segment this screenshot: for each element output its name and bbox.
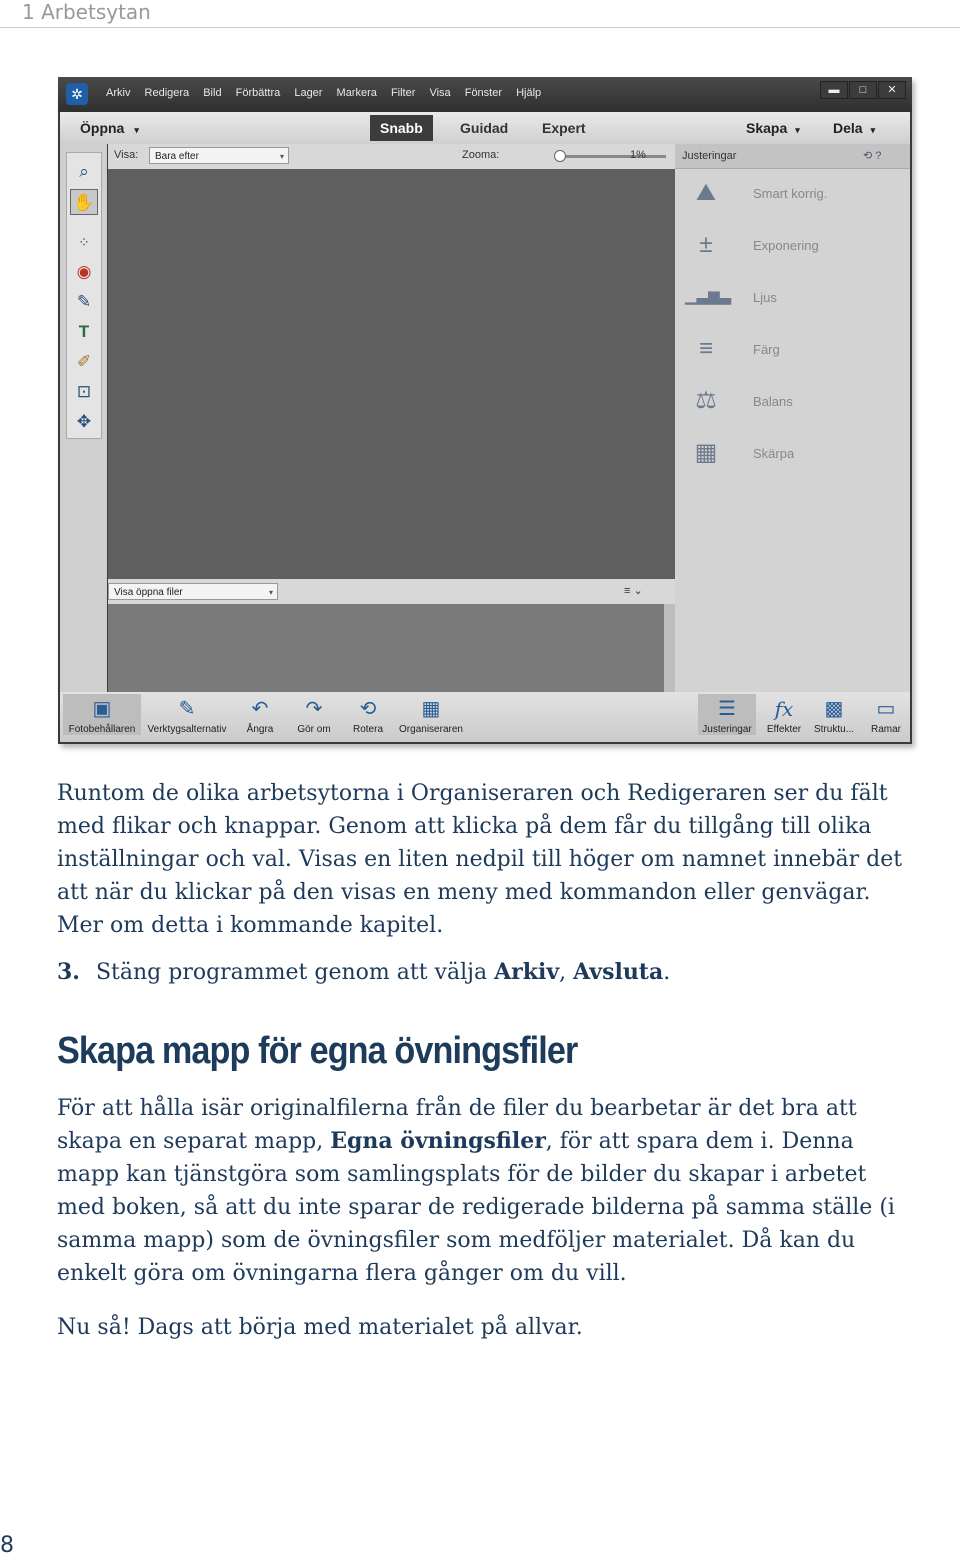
page-number: 8 — [0, 1533, 14, 1558]
effects-icon: fx — [774, 697, 794, 721]
move-tool-icon[interactable]: ✥ — [76, 412, 92, 431]
menu-hjalp[interactable]: Hjälp — [516, 87, 542, 99]
zoom-slider-track[interactable] — [558, 155, 666, 158]
redo-button[interactable] — [292, 694, 336, 735]
toolbox — [60, 144, 107, 692]
menu-redigera[interactable]: Redigera — [144, 87, 190, 99]
adjustment-exposure[interactable] — [685, 229, 905, 263]
taskbar-label: Gör om — [297, 724, 331, 735]
panel-title: Justeringar — [682, 150, 737, 162]
tab-expert[interactable]: Expert — [542, 120, 586, 136]
menu-forbattra[interactable]: Förbättra — [235, 87, 281, 99]
section-text-end: , för att spara dem i. Denna mapp kan tjänstgöra som samlingsplats för de bilder du skapar i arbetet med boken, så att du inte sparar de redigerade bilderna på samma ställe (i samma mapp) som de övningsfiler som medföljer materialet. Då kan du enkelt göra om övningarna flera gånger om du vill. — [57, 1129, 895, 1286]
tool-group — [66, 152, 102, 439]
section-paragraph — [57, 1092, 917, 1290]
adjustment-lighting[interactable] — [685, 281, 905, 315]
view-select[interactable] — [149, 147, 289, 164]
app-logo-icon: ✲ — [66, 83, 88, 105]
taskbar-label: Ramar — [870, 724, 901, 735]
zoom-value: 1% — [630, 149, 646, 161]
color-sliders-icon: ≡ — [698, 335, 713, 362]
chapter-header: 1 Arbetsytan — [22, 0, 151, 24]
histogram-icon: ▁▃▆▃ — [685, 288, 732, 305]
zoom-tool-icon[interactable]: ⌕ — [79, 162, 89, 181]
chevron-down-icon: ▾ — [134, 125, 139, 135]
menu-visa[interactable]: Visa — [429, 87, 451, 99]
tool-options-button[interactable] — [142, 694, 232, 735]
chevron-down-icon: ▾ — [279, 152, 284, 161]
taskbar-label: Organiseraren — [399, 724, 463, 735]
open-button[interactable] — [80, 120, 139, 136]
image-canvas[interactable] — [108, 169, 675, 579]
chevron-down-icon: ▾ — [795, 125, 800, 135]
taskbar-label: Justeringar — [702, 724, 752, 735]
adjustment-balance[interactable] — [685, 385, 905, 419]
adjustment-smart-fix[interactable] — [685, 177, 905, 211]
adjustment-label: Balans — [753, 394, 793, 409]
adjustment-label: Färg — [753, 342, 780, 357]
close-button[interactable]: ✕ — [878, 81, 906, 99]
menu-lager[interactable]: Lager — [294, 87, 323, 99]
smart-fix-icon: ⛰ — [695, 179, 717, 206]
zoom-label: Zooma: — [462, 149, 500, 161]
create-label: Skapa — [746, 120, 788, 136]
closing-paragraph: Nu så! Dags att börja med materialet på allvar. — [57, 1315, 583, 1340]
type-tool-icon[interactable]: T — [78, 322, 90, 341]
whiten-teeth-tool-icon[interactable]: ✎ — [76, 292, 92, 311]
taskbar-label: Fotobehållaren — [68, 724, 136, 735]
menu-ref-avsluta: Avsluta — [573, 959, 664, 985]
menu-bild[interactable]: Bild — [203, 87, 222, 99]
rotate-icon: ⟲ — [359, 698, 377, 720]
share-button[interactable] — [833, 120, 875, 136]
taskbar-label: Ångra — [246, 724, 274, 735]
view-label: Visa: — [114, 149, 139, 161]
quick-selection-tool-icon[interactable]: ⁘ — [78, 234, 90, 250]
effects-button[interactable] — [764, 694, 804, 735]
menu-bar — [106, 87, 552, 99]
maximize-button[interactable]: □ — [849, 81, 877, 99]
undo-icon: ↶ — [251, 698, 269, 720]
spot-healing-tool-icon[interactable]: ✐ — [76, 352, 92, 371]
step-separator: , — [559, 960, 574, 985]
mode-bar — [60, 112, 910, 144]
menu-ref-arkiv: Arkiv — [494, 959, 560, 985]
share-label: Dela — [833, 120, 863, 136]
menu-filter[interactable]: Filter — [390, 87, 416, 99]
sharpen-icon: ▦ — [694, 439, 718, 466]
undo-button[interactable] — [240, 694, 280, 735]
step-number: 3. — [57, 959, 80, 985]
adjustment-label: Exponering — [753, 238, 819, 253]
step-3 — [57, 956, 670, 989]
folder-name: Egna övningsfiler — [330, 1128, 546, 1154]
section-text-start: För att hålla isär originalfilerna från de filer du bearbetar är det bra att skapa en separat mapp, — [57, 1096, 857, 1154]
menu-markera[interactable]: Markera — [336, 87, 377, 99]
textures-button[interactable] — [810, 694, 858, 735]
open-label: Öppna — [80, 120, 125, 136]
step-text: Stäng programmet genom att välja — [95, 960, 495, 985]
taskbar-label: Verktygsalternativ — [147, 724, 227, 735]
task-bar — [60, 692, 910, 742]
red-eye-tool-icon[interactable]: ◉ — [76, 262, 92, 281]
photo-bin-icon: ▣ — [92, 698, 112, 720]
adjustment-sharpen[interactable] — [685, 437, 905, 471]
adjustment-color[interactable] — [685, 333, 905, 367]
title-bar — [58, 77, 912, 112]
zoom-slider-knob[interactable] — [554, 150, 566, 162]
tab-snabb[interactable]: Snabb — [370, 115, 433, 141]
section-heading: Skapa mapp för egna övningsfiler — [57, 1030, 578, 1072]
bin-menu-icon[interactable]: ≡ ⌄ — [624, 585, 643, 597]
adjustment-label: Smart korrig. — [753, 186, 828, 201]
taskbar-label: Rotera — [352, 724, 383, 735]
panel-header — [675, 144, 910, 169]
options-bar — [108, 144, 675, 170]
scales-icon: ⚖ — [695, 387, 717, 414]
taskbar-label: Struktu... — [813, 724, 854, 735]
minimize-button[interactable]: ▬ — [820, 81, 848, 99]
frames-icon: ▭ — [876, 698, 896, 720]
adjustment-label: Ljus — [753, 290, 777, 305]
photo-bin-bar — [108, 579, 675, 604]
tab-guidad[interactable]: Guidad — [460, 120, 509, 136]
chevron-down-icon: ▾ — [268, 588, 273, 597]
exposure-icon: ± — [699, 231, 713, 258]
frames-button[interactable] — [866, 694, 906, 735]
bin-scrollbar[interactable] — [664, 604, 675, 692]
rotate-button[interactable] — [348, 694, 388, 735]
adjustments-panel — [675, 144, 910, 692]
menu-arkiv[interactable]: Arkiv — [106, 87, 131, 99]
app-screenshot — [58, 77, 912, 744]
step-end: . — [663, 960, 671, 985]
window-controls — [819, 80, 906, 99]
textures-icon: ▩ — [824, 698, 844, 720]
redo-icon: ↷ — [305, 698, 323, 720]
intro-paragraph: Runtom de olika arbetsytorna i Organiseraren och Redigeraren ser du fält med flikar och knappar. Genom att klicka på dem får du tillgång till olika inställningar och val. Visas en liten nedpil till höger om namnet innebär det att när du klickar på den visas en meny med kommandon eller genvägar. Mer om detta i kommande kapitel. — [57, 781, 903, 938]
hand-tool-icon[interactable]: ✋ — [70, 189, 98, 215]
adjustments-icon: ☰ — [718, 698, 736, 720]
taskbar-label: Effekter — [766, 724, 802, 735]
bin-select[interactable] — [108, 583, 278, 600]
bin-select-value: Visa öppna filer — [114, 587, 183, 598]
tool-options-icon: ✎ — [178, 698, 196, 720]
view-value: Bara efter — [155, 151, 199, 162]
adjustment-label: Skärpa — [753, 446, 795, 461]
photo-bin-button[interactable] — [63, 694, 141, 735]
create-button[interactable] — [746, 120, 800, 136]
organizer-button[interactable] — [396, 694, 466, 735]
header-rule — [0, 27, 960, 28]
panel-help-icon[interactable]: ⟲ ? — [863, 150, 882, 162]
crop-tool-icon[interactable]: ⊡ — [76, 382, 92, 401]
adjustments-button[interactable] — [698, 694, 756, 735]
organizer-icon: ▦ — [421, 698, 441, 720]
photo-bin[interactable] — [108, 604, 664, 692]
chevron-down-icon: ▾ — [870, 125, 876, 135]
menu-fonster[interactable]: Fönster — [464, 87, 503, 99]
